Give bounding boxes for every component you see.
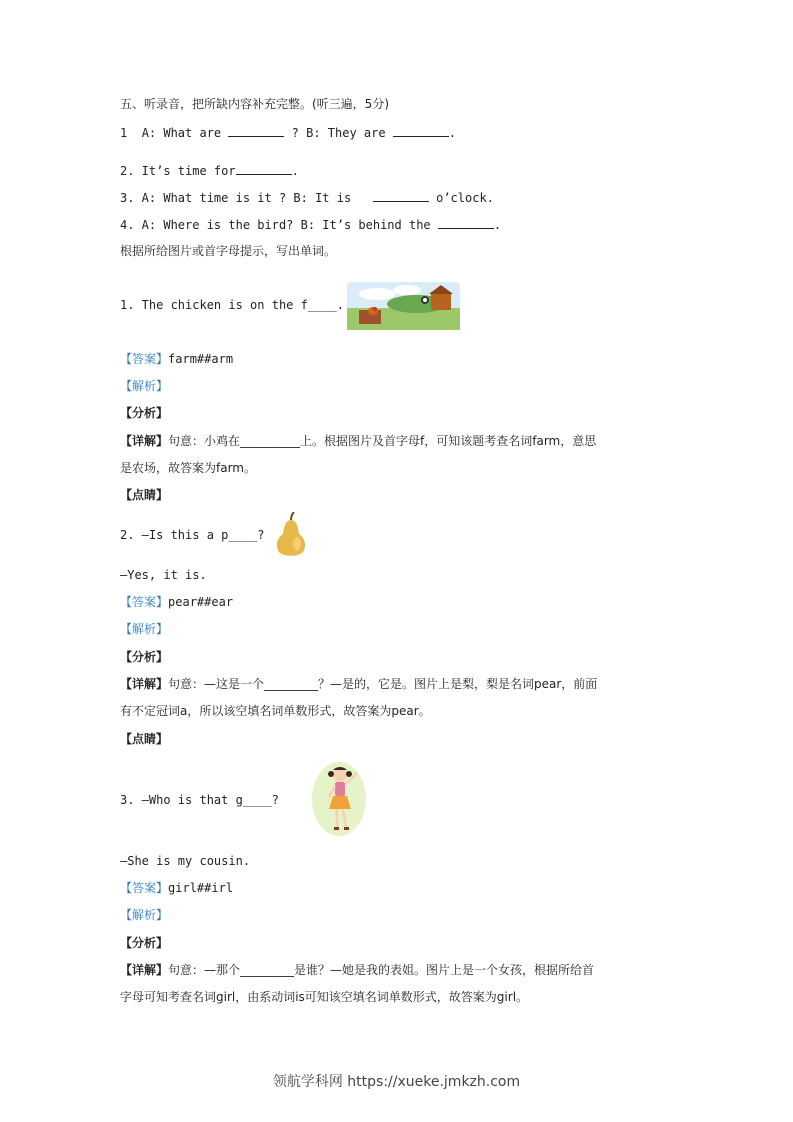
item3-detail-line2: 字母可知考查名词girl，由系动词is可知该空填名词单数形式，故答案为girl。 — [120, 990, 529, 1004]
q3-blank[interactable] — [373, 189, 429, 202]
q1-blank-2[interactable] — [393, 124, 449, 137]
item1-question: 1. The chicken is on the f____. — [120, 298, 344, 312]
q1-mid: ? B: They are — [291, 126, 386, 140]
item3-fenxi-tag: 【分析】 — [120, 936, 169, 950]
item1-answer: farm##arm — [168, 352, 234, 366]
item2-analysis-tag: 【解析】 — [120, 622, 169, 636]
item3-detail-line1 — [120, 962, 594, 978]
picture-instruction: 根据所给图片或首字母提示，写出单词。 — [120, 244, 337, 258]
q4-end: . — [493, 218, 502, 232]
item3-detail-text: 句意：—那个_________是谁？—她是我的表姐。图片上是一个女孩，根据所给首 — [168, 963, 595, 977]
pear-image — [271, 512, 311, 558]
item2-dianjing-tag: 【点睛】 — [120, 732, 169, 746]
item1-detail-line1 — [120, 433, 596, 449]
item3-reply: —She is my cousin. — [120, 854, 251, 868]
item1-analysis-tag: 【解析】 — [120, 379, 169, 393]
q1-number: 1 — [120, 126, 128, 140]
listening-q4 — [120, 216, 501, 233]
item1-detail-line2: 是农场，故答案为farm。 — [120, 461, 256, 475]
answer-tag: 【答案】 — [120, 881, 169, 895]
item2-answer-row — [120, 594, 233, 610]
q4-text: 4. A: Where is the bird? B: It’s behind the — [120, 218, 431, 232]
item2-answer: pear##ear — [168, 595, 234, 609]
listening-q2 — [120, 162, 299, 179]
detail-tag: 【详解】 — [120, 434, 169, 448]
listening-q3 — [120, 189, 494, 206]
farm-scene-image — [347, 282, 460, 330]
item3-analysis-tag: 【解析】 — [120, 908, 169, 922]
q1-end: . — [448, 126, 457, 140]
q2-end: . — [291, 164, 299, 178]
item1-answer-row — [120, 351, 233, 367]
item1-fenxi-tag: 【分析】 — [120, 406, 169, 420]
q1-blank-1[interactable] — [228, 124, 284, 137]
q2-blank[interactable] — [236, 162, 292, 175]
item3-question: 3. —Who is that g____? — [120, 793, 279, 807]
item1-detail-text: 句意：小鸡在__________上。根据图片及首字母f，可知该题考查名词farm，意思 — [168, 434, 597, 448]
q4-blank[interactable] — [438, 216, 494, 229]
page-footer: 领航学科网 https://xueke.jmkzh.com — [272, 1074, 521, 1090]
q3-end: o’clock. — [436, 191, 494, 205]
q3-text: 3. A: What time is it ? B: It is — [120, 191, 352, 205]
item2-fenxi-tag: 【分析】 — [120, 650, 169, 664]
item2-detail-text: 句意：—这是一个_________？—是的，它是。图片上是梨，梨是名词pear，前面 — [168, 677, 598, 691]
q2-text: 2. It’s time for — [120, 164, 236, 178]
detail-tag: 【详解】 — [120, 963, 169, 977]
item1-dianjing-tag: 【点睛】 — [120, 488, 169, 502]
section-title: 五、听录音，把所缺内容补充完整。(听三遍，5分) — [120, 97, 389, 111]
item3-answer-row — [120, 880, 233, 896]
item2-reply: —Yes, it is. — [120, 568, 207, 582]
item2-detail-line2: 有不定冠词a，所以该空填名词单数形式，故答案为pear。 — [120, 704, 431, 718]
girl-image — [309, 759, 369, 839]
listening-q1 — [120, 124, 456, 141]
item2-question: 2. —Is this a p____? — [120, 528, 265, 542]
item2-detail-line1 — [120, 676, 597, 692]
detail-tag: 【详解】 — [120, 677, 169, 691]
answer-tag: 【答案】 — [120, 595, 169, 609]
item3-answer: girl##irl — [168, 881, 234, 895]
answer-tag: 【答案】 — [120, 352, 169, 366]
q1-a: A: What are — [141, 126, 222, 140]
